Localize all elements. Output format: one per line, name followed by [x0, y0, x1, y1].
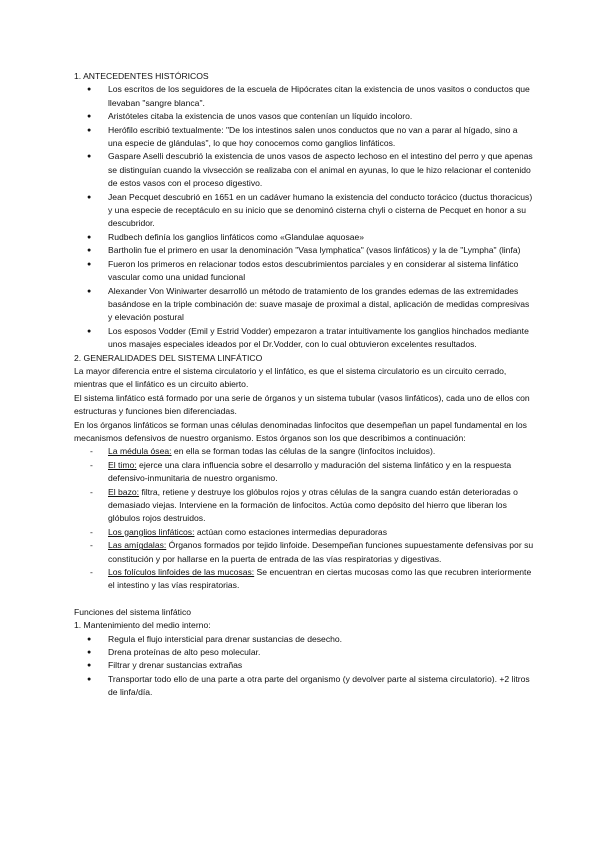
list-item: ● Los esposos Vodder (Emil y Estrid Vodder) empezaron a tratar intuitivamente los ganglios hinchados mediante unos masajes especiales ideados por el Dr.Vodder, con lo cual obtuvieron excelentes resultados.	[74, 325, 534, 352]
organ-term: Los ganglios linfáticos:	[108, 526, 195, 537]
list-item: ● Jean Pecquet descubrió en 1651 en un cadáver humano la existencia del conducto torácico (ductus thoracicus) y una especie de receptáculo en su inicio que se denominó cisterna chyli o cisterna de Pecquet en honor a su descubridor.	[74, 191, 534, 231]
organ-description: Se encuentran en ciertas mucosas como las que recubren interiormente el intestino y las vías respiratorias.	[108, 567, 532, 591]
list-item: ● Transportar todo ello de una parte a otra parte del organismo (y devolver parte al sistema circulatorio). +2 litros de linfa/día.	[74, 673, 534, 700]
list-item	[74, 526, 534, 539]
section-1-heading: 1. ANTECEDENTES HISTÓRICOS	[74, 71, 209, 81]
paragraph: La mayor diferencia entre el sistema circulatorio y el linfático, es que el sistema circulatorio es un circuito cerrado, mientras que el linfático es un circuito abierto.	[74, 365, 507, 390]
list-item: ● Rudbech definía los ganglios linfáticos como «Glandulae aquosae»	[74, 231, 534, 244]
section-2-heading: 2. GENERALIDADES DEL SISTEMA LINFÁTICO	[74, 352, 263, 363]
list-item: ● Fueron los primeros en relacionar todos estos descubrimientos parciales y en considerar al sistema linfático vascular como una unidad funcional	[74, 258, 534, 285]
document-body	[74, 70, 534, 700]
list-item: ● Los escritos de los seguidores de la escuela de Hipócrates citan la existencia de unos vasitos o conductos que llevaban "sangre blanca".	[74, 83, 534, 110]
list-item: ● Filtrar y drenar sustancias extrañas	[74, 659, 534, 672]
organ-description: ejerce una clara influencia sobre el desarrollo y maduración del sistema linfático y en la respuesta defensivo-inmunitaria de nuestro organismo.	[108, 459, 512, 484]
organ-term: La médula ósea:	[108, 446, 172, 457]
spacer	[74, 593, 534, 606]
organ-description: filtra, retiene y destruye los glóbulos rojos y otras células de la sangra cuando están deterioradas o demasiado viejas. Interviene en la formación de linfocitos. Actúa como depósito del hierro que liberan los glóbulos rojos destruidos.	[108, 486, 518, 524]
organ-term: Los folículos linfoides de las mucosas:	[108, 567, 255, 578]
subheading: 1. Mantenimiento del medio interno:	[74, 620, 211, 631]
section-3-heading: Funciones del sistema linfático	[74, 606, 192, 617]
organ-term: Las amígdalas:	[108, 540, 167, 551]
list-item	[74, 566, 534, 593]
list-item	[74, 486, 534, 526]
list-item: ● Gaspare Aselli descubrió la existencia de unos vasos de aspecto lechoso en el intestino del perro y que apenas se distinguían cuando la vivsección se realizaba con el animal en ayunas, lo que le hizo relacionar el contenido de estos vasos con el proceso digestivo.	[74, 150, 534, 190]
list-item	[74, 539, 534, 566]
list-item	[74, 459, 534, 486]
list-item: ● Herófilo escribió textualmente: "De los intestinos salen unos conductos que no van a parar al hígado, sino a una especie de glándulas", lo que hoy conocemos como ganglios linfáticos.	[74, 124, 534, 151]
organs-list	[74, 445, 534, 592]
list-item: ● Drena proteínas de alto peso molecular.	[74, 646, 534, 659]
list-item: ● Bartholin fue el primero en usar la denominación "Vasa lymphatica" (vasos linfáticos) y la de "Lympha" (linfa)	[74, 244, 534, 257]
organ-description: Órganos formados por tejido linfoide. Desempeñan funciones supuestamente defensivas por su constitución y por hallarse en la puerta de entrada de las vías respiratorias y digestivas.	[108, 540, 534, 564]
organ-term: El timo:	[108, 459, 137, 470]
organ-description: en ella se forman todas las células de la sangre (linfocitos incluidos).	[171, 446, 436, 457]
history-list	[74, 83, 534, 351]
list-item: ● Regula el flujo intersticial para drenar sustancias de desecho.	[74, 633, 534, 646]
paragraph: En los órganos linfáticos se forman unas células denominadas linfocitos que desempeñan un papel fundamental en los mecanismos defensivos de nuestro organismo. Estos órganos son los que describimos a continuación:	[74, 419, 527, 443]
list-item	[74, 445, 534, 458]
functions-list	[74, 633, 534, 700]
organ-description: actúan como estaciones intermedias depuradoras	[194, 526, 387, 537]
organ-term: El bazo:	[108, 486, 140, 497]
list-item: ● Alexander Von Winiwarter desarrolló un método de tratamiento de los grandes edemas de las extremidades basándose en la triple combinación de: suave masaje de proximal a distal, aplicación de medidas compresivas y elevación postural	[74, 285, 534, 325]
paragraph: El sistema linfático está formado por una serie de órganos y un sistema tubular (vasos linfáticos), cada uno de ellos con estructuras y funciones bien diferenciadas.	[74, 392, 530, 417]
list-item: ● Aristóteles citaba la existencia de unos vasos que contenían un líquido incoloro.	[74, 110, 534, 123]
